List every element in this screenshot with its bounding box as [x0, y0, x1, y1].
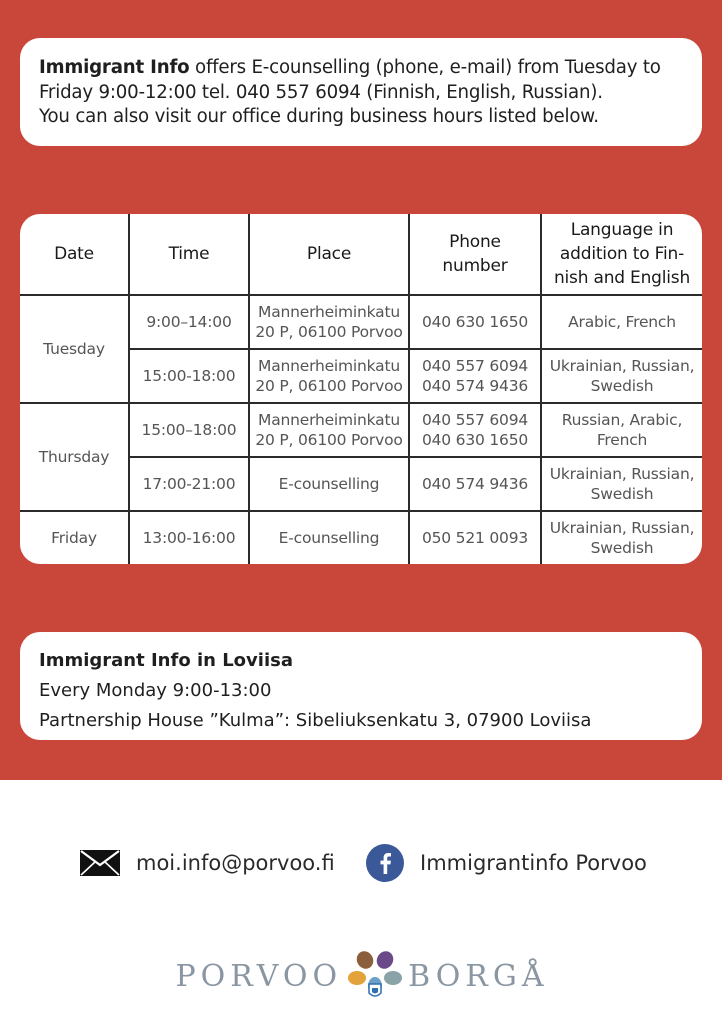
intro-org-name: Immigrant Info	[39, 57, 190, 78]
day-friday: Friday	[20, 511, 129, 564]
row-place: E-counselling	[249, 511, 409, 564]
facebook-page-name[interactable]: Immigrantinfo Porvoo	[420, 851, 647, 875]
logo-text-borga: BORGÅ	[408, 958, 549, 994]
table-row	[20, 295, 702, 349]
row-phone: 040 557 6094 040 630 1650	[409, 403, 541, 457]
schedule-table	[20, 214, 702, 564]
intro-line-3: You can also visit our office during business hours listed below.	[39, 106, 599, 127]
header-date: Date	[20, 214, 129, 295]
table-row	[20, 511, 702, 564]
row-time: 17:00-21:00	[129, 457, 249, 511]
facebook-icon	[366, 844, 404, 882]
row-time: 15:00-18:00	[129, 349, 249, 403]
intro-card	[20, 38, 702, 146]
row-time: 9:00–14:00	[129, 295, 249, 349]
email-address[interactable]: moi.info@porvoo.fi	[136, 851, 335, 875]
row-phone: 040 630 1650	[409, 295, 541, 349]
city-emblem-icon	[346, 948, 404, 1004]
row-language: Russian, Arabic, French	[541, 403, 702, 457]
row-time: 13:00-16:00	[129, 511, 249, 564]
envelope-icon	[80, 850, 120, 876]
porvoo-borga-logo	[172, 948, 552, 1004]
table-header-row	[20, 214, 702, 295]
row-phone: 050 521 0093	[409, 511, 541, 564]
header-place: Place	[249, 214, 409, 295]
intro-line-1-rest: offers E-counselling (phone, e-mail) from Tuesday to	[189, 57, 661, 78]
intro-line-1	[39, 56, 684, 81]
schedule-card	[20, 214, 702, 564]
row-place: E-counselling	[249, 457, 409, 511]
facebook-contact[interactable]	[366, 843, 647, 883]
row-language: Ukrainian, Russian, Swedish	[541, 511, 702, 564]
header-language: Language in addition to Fin- nish and English	[541, 214, 702, 295]
loviisa-card	[20, 632, 702, 740]
row-phone: 040 574 9436	[409, 457, 541, 511]
table-row	[20, 403, 702, 457]
logo-text-porvoo: PORVOO	[175, 958, 343, 994]
row-language: Ukrainian, Russian, Swedish	[541, 349, 702, 403]
header-time: Time	[129, 214, 249, 295]
header-phone: Phone number	[409, 214, 541, 295]
email-contact[interactable]	[80, 843, 335, 883]
row-language: Ukrainian, Russian, Swedish	[541, 457, 702, 511]
row-place: Mannerheiminkatu 20 P, 06100 Porvoo	[249, 349, 409, 403]
intro-line-2: Friday 9:00-12:00 tel. 040 557 6094 (Finnish, English, Russian).	[39, 81, 603, 103]
loviisa-address: Partnership House ”Kulma”: Sibeliuksenkatu 3, 07900 Loviisa	[39, 710, 592, 731]
row-place: Mannerheiminkatu 20 P, 06100 Porvoo	[249, 403, 409, 457]
day-tuesday: Tuesday	[20, 295, 129, 403]
day-thursday: Thursday	[20, 403, 129, 511]
loviisa-title: Immigrant Info in Loviisa	[39, 650, 293, 671]
row-time: 15:00–18:00	[129, 403, 249, 457]
row-place: Mannerheiminkatu 20 P, 06100 Porvoo	[249, 295, 409, 349]
row-phone: 040 557 6094 040 574 9436	[409, 349, 541, 403]
row-language: Arabic, French	[541, 295, 702, 349]
loviisa-hours: Every Monday 9:00-13:00	[39, 680, 272, 701]
